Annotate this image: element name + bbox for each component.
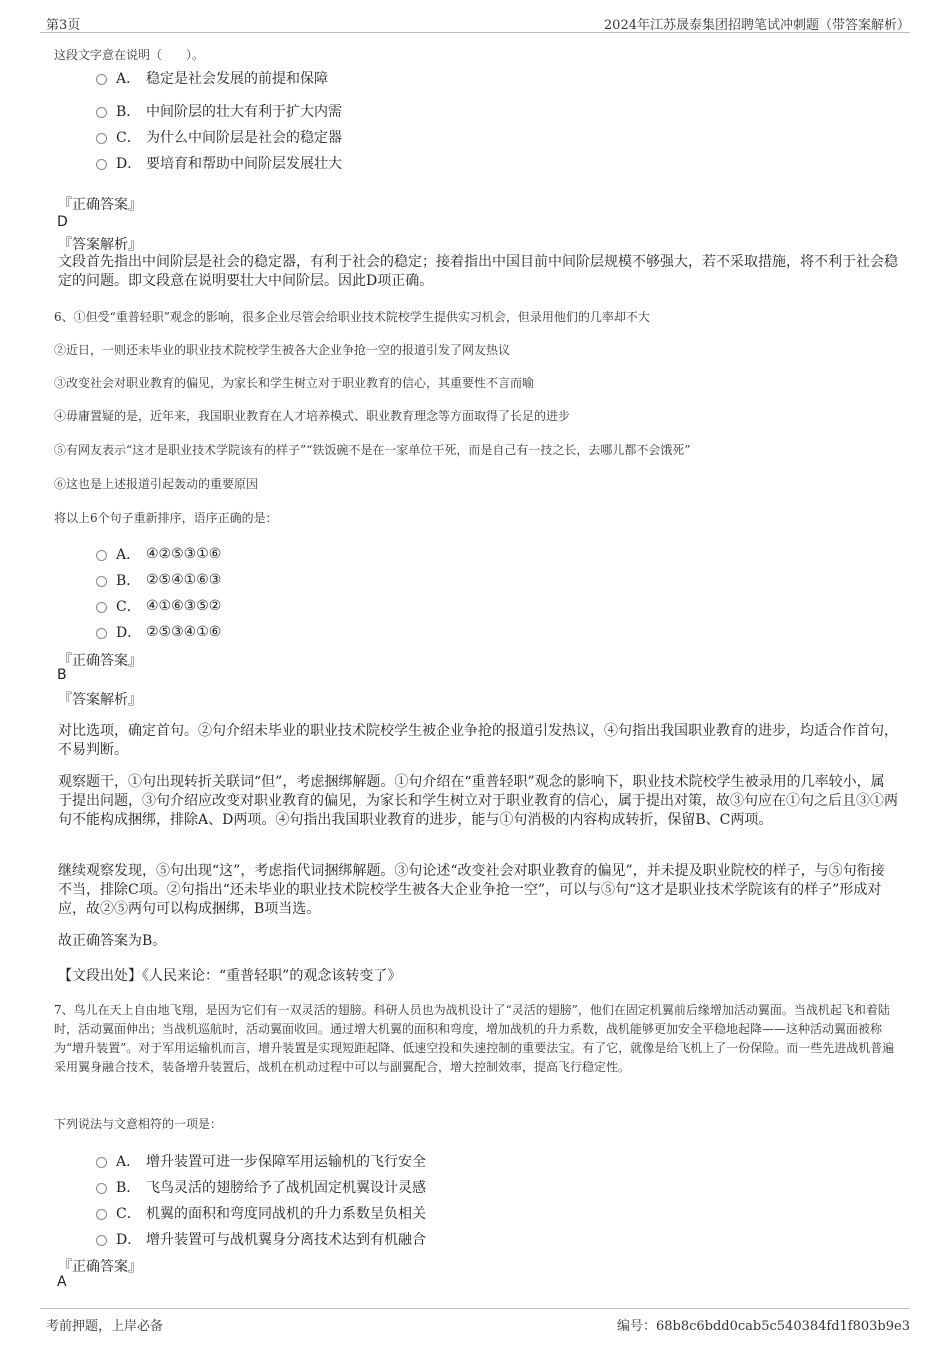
option-text: 机翼的面积和弯度同战机的升力系数呈负相关: [146, 1206, 426, 1222]
radio-icon[interactable]: [96, 550, 107, 561]
option-key: D．: [116, 1232, 142, 1248]
option-text: 要培育和帮助中间阶层发展壮大: [146, 156, 342, 172]
q5-analysis: 文段首先指出中间阶层是社会的稳定器，有利于社会的稳定；接着指出中国目前中间阶层规模不够强大，若不采取措施，将不利于社会稳定的问题。即文段意在说明要壮大中间阶层。因此D项正确。: [58, 254, 898, 289]
document-title: 2024年江苏晟泰集团招聘笔试冲刺题（带答案解析）: [603, 18, 910, 33]
option-text: 稳定是社会发展的前提和保障: [146, 71, 328, 87]
q6-analysis-p4: 故正确答案为B。: [58, 933, 167, 949]
q7-option-a[interactable]: [96, 1151, 426, 1171]
option-key: B．: [116, 104, 141, 120]
radio-icon[interactable]: [96, 133, 107, 144]
q7-option-c[interactable]: [96, 1203, 426, 1223]
q5-option-c[interactable]: [96, 127, 342, 147]
q7-prompt: 下列说法与文意相符的一项是：: [54, 1117, 223, 1131]
option-text: ②⑤④①⑥③: [146, 572, 222, 588]
q6-sentence-2: ②近日，一则还未毕业的职业技术院校学生被各大企业争抢一空的报道引发了网友热议: [54, 343, 511, 357]
q7-option-b[interactable]: [96, 1177, 426, 1197]
option-text: 中间阶层的壮大有利于扩大内需: [146, 104, 342, 120]
option-key: C．: [116, 1206, 141, 1222]
option-text: 增升装置可进一步保障军用运输机的飞行安全: [146, 1154, 426, 1170]
radio-icon[interactable]: [96, 576, 107, 587]
footer-slogan: 考前押题，上岸必备: [46, 1319, 164, 1334]
radio-icon[interactable]: [96, 1157, 107, 1168]
option-key: B．: [116, 573, 141, 589]
option-text: 增升装置可与战机翼身分离技术达到有机融合: [146, 1232, 426, 1248]
q6-sentence-6: ⑥这也是上述报道引起轰动的重要原因: [54, 477, 259, 491]
q5-answer-label: 『正确答案』: [58, 197, 142, 213]
q5-option-b[interactable]: [96, 101, 342, 121]
q6-analysis-p1: 对比选项，确定首句。②句介绍未毕业的职业技术院校学生被企业争抢的报道引发热议，④句指出我国职业教育的进步，均适合作首句，不易判断。: [58, 723, 898, 758]
option-text: ④①⑥③⑤②: [146, 598, 222, 614]
option-key: C．: [116, 599, 141, 615]
option-key: D．: [116, 625, 142, 641]
q6-sentence-1: 6、①但受“重普轻职”观念的影响，很多企业尽管会给职业技术院校学生提供实习机会，但录用他们的几率却不大: [54, 310, 650, 324]
q6-analysis-p2: 观察题干，①句出现转折关联词“但”，考虑捆绑解题。①句介绍在“重普轻职”观念的影响下，职业技术院校学生被录用的几率较小，属于提出问题，③句介绍应改变对职业教育的偏见，为家长和学生树立对于职业教育的信心，属于提出对策，故③句应在①句之后且③①两句不能构成捆绑，排除A、D两项。④句指出我国职业教育的进步，能与①句消极的内容构成转折，保留B、C两项。: [58, 774, 898, 828]
q5-answer: D: [57, 214, 68, 230]
page-number: 第3页: [46, 18, 81, 33]
option-key: A．: [116, 1154, 141, 1170]
q5-option-d[interactable]: [96, 153, 342, 173]
q6-sentence-5: ⑤有网友表示“这才是职业技术学院该有的样子”“铁饭碗不是在一家单位干死，而是自己有一技之长，去哪儿都不会饿死”: [54, 443, 691, 457]
radio-icon[interactable]: [96, 628, 107, 639]
radio-icon[interactable]: [96, 107, 107, 118]
radio-icon[interactable]: [96, 1209, 107, 1220]
q5-stem-tail: 这段文字意在说明（ ）。: [54, 48, 205, 62]
option-key: A．: [116, 547, 141, 563]
option-key: A．: [116, 71, 141, 87]
option-text: 为什么中间阶层是社会的稳定器: [146, 130, 342, 146]
option-key: B．: [116, 1180, 141, 1196]
option-text: ④②⑤③①⑥: [146, 546, 222, 562]
document-id: 编号：68b8c6bdd0cab5c540384fd1f803b9e3: [616, 1319, 910, 1334]
option-key: D．: [116, 156, 142, 172]
q6-option-b[interactable]: [96, 570, 221, 590]
q6-analysis-p3: 继续观察发现，⑤句出现“这”，考虑指代词捆绑解题。③句论述“改变社会对职业教育的偏见”，并未提及职业院校的样子，与⑤句衔接不当，排除C项。②句指出“还未毕业的职业技术院校学生被各大企业争抢一空”，可以与⑤句“这才是职业技术学院该有的样子”形成对应，故②⑤两句可以构成捆绑，B项当选。: [58, 863, 885, 917]
radio-icon[interactable]: [96, 1235, 107, 1246]
q6-prompt: 将以上6个句子重新排序，语序正确的是：: [54, 511, 278, 525]
q6-sentence-3: ③改变社会对职业教育的偏见，为家长和学生树立对于职业教育的信心，其重要性不言而喻: [54, 376, 535, 390]
q5-option-a[interactable]: [96, 68, 328, 88]
option-text: ②⑤③④①⑥: [146, 624, 222, 640]
q6-option-d[interactable]: [96, 622, 221, 642]
page-header: [40, 10, 910, 33]
q6-option-c[interactable]: [96, 596, 221, 616]
option-text: 飞鸟灵活的翅膀给予了战机固定机翼设计灵感: [146, 1180, 426, 1196]
radio-icon[interactable]: [96, 602, 107, 613]
q6-answer-label: 『正确答案』: [58, 653, 142, 669]
q6-analysis-label: 『答案解析』: [58, 692, 142, 708]
q7-answer-label: 『正确答案』: [58, 1259, 142, 1275]
q7-answer: A: [57, 1274, 67, 1290]
q6-answer: B: [57, 667, 67, 683]
option-key: C．: [116, 130, 141, 146]
radio-icon[interactable]: [96, 1183, 107, 1194]
q7-option-d[interactable]: [96, 1229, 426, 1249]
q6-source: 【文段出处】《人民来论：“重普轻职”的观念该转变了》: [58, 968, 402, 984]
radio-icon[interactable]: [96, 74, 107, 85]
radio-icon[interactable]: [96, 159, 107, 170]
page-footer: [40, 1308, 910, 1335]
q6-option-a[interactable]: [96, 544, 221, 564]
q6-sentence-4: ④毋庸置疑的是，近年来，我国职业教育在人才培养模式、职业教育理念等方面取得了长足的进步: [54, 409, 571, 423]
q5-analysis-label: 『答案解析』: [58, 237, 142, 253]
q7-stem: 7、鸟儿在天上自由地飞翔，是因为它们有一双灵活的翅膀。科研人员也为战机设计了“灵活的翅膀”，他们在固定机翼前后缘增加活动翼面。当战机起飞和着陆时，活动翼面伸出；当战机巡航时，活动翼面收回。通过增大机翼的面积和弯度，增加战机的升力系数，战机能够更加安全平稳地起降——这种活动翼面被称为“增升装置”。对于军用运输机而言，增升装置是实现短距起降、低速空投和失速控制的重要法宝。有了它，就像是给飞机上了一份保险。而一些先进战机普遍采用翼身融合技术，装备增升装置后，战机在机动过程中可以与副翼配合，增大控制效率，提高飞行稳定性。: [54, 1003, 895, 1074]
